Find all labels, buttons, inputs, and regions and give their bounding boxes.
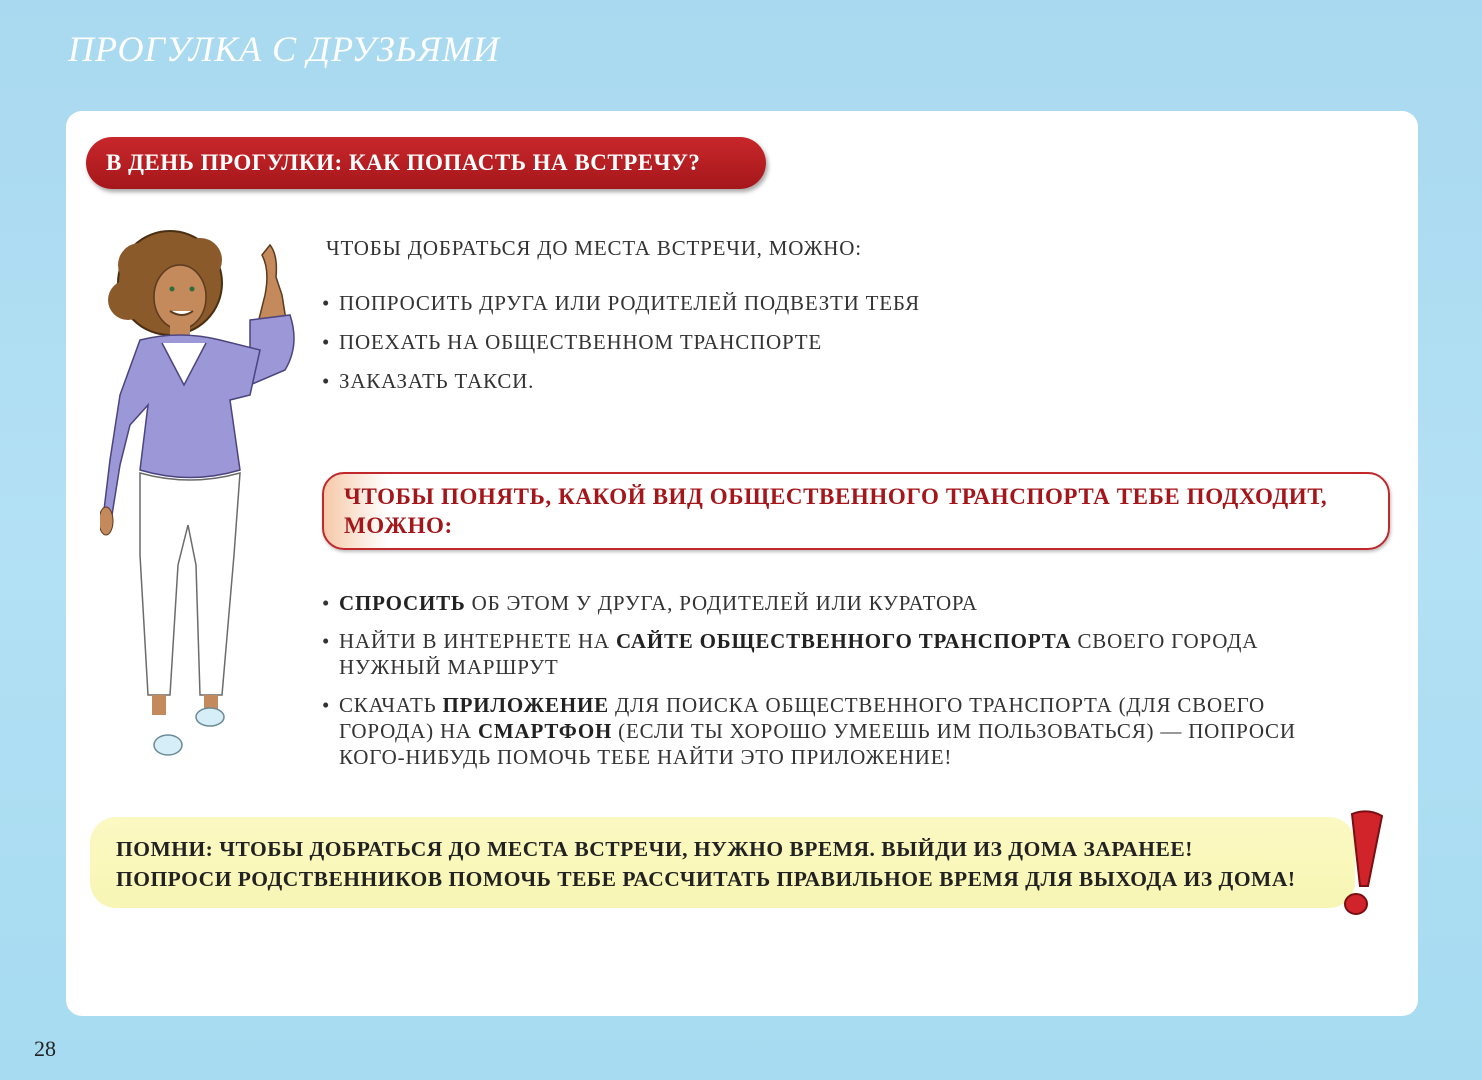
list-item: • СПРОСИТЬ ОБ ЭТОМ У ДРУГА, РОДИТЕЛЕЙ ИЛИ КУРАТОРА [322, 591, 978, 615]
bullet-icon: • [322, 693, 331, 717]
page-title: ПРОГУЛКА С ДРУЗЬЯМИ [68, 29, 500, 69]
transport-callout-text: ЧТОБЫ ПОНЯТЬ, КАКОЙ ВИД ОБЩЕСТВЕННОГО ТРАНСПОРТА ТЕБЕ ПОДХОДИТ, МОЖНО: [344, 484, 1328, 538]
list-item: • ПОПРОСИТЬ ДРУГА ИЛИ РОДИТЕЛЕЙ ПОДВЕЗТИ ТЕБЯ [322, 291, 920, 315]
section-header-text: В ДЕНЬ ПРОГУЛКИ: КАК ПОПАСТЬ НА ВСТРЕЧУ? [106, 150, 701, 175]
tips-list [322, 590, 1312, 782]
list-item: • ЗАКАЗАТЬ ТАКСИ. [322, 369, 535, 393]
section-header [86, 137, 766, 189]
intro-text: ЧТОБЫ ДОБРАТЬСЯ ДО МЕСТА ВСТРЕЧИ, МОЖНО: [326, 236, 862, 260]
list-item: • НАЙТИ В ИНТЕРНЕТЕ НА САЙТЕ ОБЩЕСТВЕННОГО ТРАНСПОРТА СВОЕГО ГОРОДА НУЖНЫЙ МАРШРУТ [322, 629, 1259, 679]
bullet-icon: • [322, 330, 331, 354]
bullet-icon: • [322, 591, 331, 615]
bullet-icon: • [322, 629, 331, 653]
options-list [322, 290, 920, 407]
exclamation-icon [1334, 808, 1390, 918]
girl-illustration [100, 225, 320, 765]
bullet-icon: • [322, 291, 331, 315]
list-item: • СКАЧАТЬ ПРИЛОЖЕНИЕ ДЛЯ ПОИСКА ОБЩЕСТВЕННОГО ТРАНСПОРТА (ДЛЯ СВОЕГО ГОРОДА) НА СМАРТФОН (ЕСЛИ ТЫ ХОРОШО УМЕЕШЬ ИМ ПОЛЬЗОВАТЬСЯ) — ПОПРОСИ КОГО-НИБУДЬ ПОМОЧЬ ТЕБЕ НАЙТИ ЭТО ПРИЛОЖЕНИЕ! [322, 693, 1296, 769]
list-item: • ПОЕХАТЬ НА ОБЩЕСТВЕННОМ ТРАНСПОРТЕ [322, 330, 822, 354]
bullet-icon: • [322, 369, 331, 393]
reminder-text: ПОМНИ: ЧТОБЫ ДОБРАТЬСЯ ДО МЕСТА ВСТРЕЧИ, НУЖНО ВРЕМЯ. ВЫЙДИ ИЗ ДОМА ЗАРАНЕЕ! ПОПРОСИ РОДСТВЕННИКОВ ПОМОЧЬ ТЕБЕ РАССЧИТАТЬ ПРАВИЛЬНОЕ ВРЕМЯ ДЛЯ ВЫХОДА ИЗ ДОМА! [116, 837, 1296, 891]
page-number: 28 [34, 1036, 56, 1061]
